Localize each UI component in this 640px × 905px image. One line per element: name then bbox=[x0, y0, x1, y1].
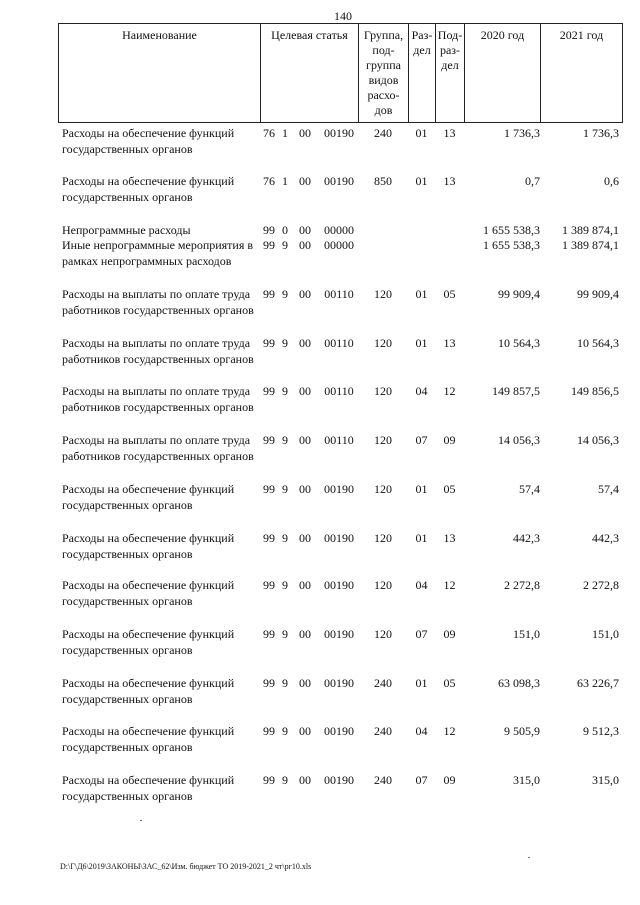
row-expense-group: 120 bbox=[374, 531, 392, 545]
row-target-main-event: 00 bbox=[299, 676, 311, 690]
row-expense-group: 120 bbox=[374, 482, 392, 496]
row-name: Расходы на обеспечение функций государственных органов bbox=[62, 724, 235, 754]
row-target-subprogram: 9 bbox=[282, 238, 288, 252]
row-target-main-event: 00 bbox=[299, 223, 311, 237]
row-target-main-event: 00 bbox=[299, 384, 311, 398]
row-target-subprogram: 9 bbox=[282, 676, 288, 690]
row-subsection: 12 bbox=[443, 578, 456, 592]
row-section: 04 bbox=[415, 384, 428, 398]
row-target-program: 76 bbox=[263, 174, 275, 188]
row-section: 07 bbox=[415, 433, 428, 447]
header-year-2021: 2021 год bbox=[559, 28, 604, 42]
row-value-2020: 442,3 bbox=[513, 531, 540, 545]
header-section bbox=[409, 24, 436, 122]
row-target-main-event: 00 bbox=[299, 287, 311, 301]
header-target-article: Целевая статья bbox=[261, 24, 359, 122]
row-section: 01 bbox=[415, 531, 428, 545]
row-target-direction: 00190 bbox=[324, 126, 354, 140]
row-value-2021: 0,6 bbox=[604, 174, 619, 188]
header-subsection-line: Под- bbox=[437, 28, 463, 42]
row-target-main-event: 00 bbox=[299, 174, 311, 188]
row-value-2021: 2 272,8 bbox=[583, 578, 619, 592]
row-section: 07 bbox=[415, 773, 428, 787]
row-target-subprogram: 9 bbox=[282, 773, 288, 787]
row-name: Расходы на обеспечение функций государственных органов bbox=[62, 174, 235, 204]
row-target-main-event: 00 bbox=[299, 126, 311, 140]
row-target-main-event: 00 bbox=[299, 433, 311, 447]
row-target-program: 99 bbox=[263, 578, 275, 592]
header-group-line: видов bbox=[368, 73, 399, 87]
row-target-program: 99 bbox=[263, 676, 275, 690]
row-section: 01 bbox=[415, 174, 428, 188]
row-value-2021: 315,0 bbox=[592, 773, 619, 787]
row-name: Расходы на выплаты по оплате труда работников государственных органов bbox=[62, 433, 254, 463]
row-subsection: 09 bbox=[443, 433, 456, 447]
row-target-subprogram: 0 bbox=[282, 223, 288, 237]
row-target-subprogram: 9 bbox=[282, 384, 288, 398]
row-expense-group: 120 bbox=[374, 287, 392, 301]
row-section: 01 bbox=[415, 287, 428, 301]
row-value-2021: 149 856,5 bbox=[571, 384, 619, 398]
row-value-2020: 315,0 bbox=[513, 773, 540, 787]
row-target-program: 99 bbox=[263, 384, 275, 398]
row-value-2020: 1 736,3 bbox=[504, 126, 540, 140]
header-subsection bbox=[436, 24, 465, 122]
row-section: 01 bbox=[415, 126, 428, 140]
header-group-line: Группа, bbox=[363, 28, 404, 42]
row-name: Расходы на обеспечение функций государственных органов bbox=[62, 627, 235, 657]
row-value-2020: 14 056,3 bbox=[498, 433, 540, 447]
header-subsection-line: раз- bbox=[439, 43, 461, 57]
row-value-2020: 0,7 bbox=[525, 174, 540, 188]
row-target-program: 99 bbox=[263, 287, 275, 301]
row-target-direction: 00190 bbox=[324, 627, 354, 641]
row-target-main-event: 00 bbox=[299, 482, 311, 496]
row-name: Расходы на обеспечение функций государственных органов bbox=[62, 531, 235, 561]
row-target-direction: 00190 bbox=[324, 482, 354, 496]
row-target-program: 99 bbox=[263, 627, 275, 641]
row-expense-group: 120 bbox=[374, 433, 392, 447]
row-target-main-event: 00 bbox=[299, 336, 311, 350]
row-target-main-event: 00 bbox=[299, 773, 311, 787]
row-target-direction: 00190 bbox=[324, 531, 354, 545]
row-section: 04 bbox=[415, 578, 428, 592]
row-name: Иные непрограммные мероприятия в рамках непрограммных расходов bbox=[62, 238, 254, 268]
row-target-direction: 00190 bbox=[324, 676, 354, 690]
row-section: 01 bbox=[415, 482, 428, 496]
row-value-2021: 63 226,7 bbox=[577, 676, 619, 690]
header-group-line: дов bbox=[374, 103, 393, 117]
row-name: Расходы на выплаты по оплате труда работников государственных органов bbox=[62, 287, 254, 317]
row-target-main-event: 00 bbox=[299, 578, 311, 592]
row-section: 07 bbox=[415, 627, 428, 641]
row-name: Расходы на обеспечение функций государственных органов bbox=[62, 126, 235, 156]
row-target-subprogram: 1 bbox=[282, 126, 288, 140]
row-value-2021: 14 056,3 bbox=[577, 433, 619, 447]
scan-speck bbox=[140, 820, 142, 821]
row-target-direction: 00000 bbox=[324, 238, 354, 252]
row-value-2020: 151,0 bbox=[513, 627, 540, 641]
row-value-2021: 10 564,3 bbox=[577, 336, 619, 350]
row-target-direction: 00190 bbox=[324, 724, 354, 738]
header-section-line: Раз- bbox=[411, 28, 433, 42]
file-path-footer: D:\Г\Д6\2019\ЗАКОНЫ\ЗАС_62\Изм. бюджет ТО 2019-2021_2 чт\рг10.xls bbox=[60, 862, 312, 871]
header-name: Наименование bbox=[59, 24, 261, 122]
row-expense-group: 850 bbox=[374, 174, 392, 188]
row-target-subprogram: 1 bbox=[282, 174, 288, 188]
table-header bbox=[58, 23, 623, 123]
row-section: 01 bbox=[415, 336, 428, 350]
row-value-2020: 1 655 538,3 bbox=[483, 238, 540, 252]
row-target-subprogram: 9 bbox=[282, 578, 288, 592]
row-value-2020: 9 505,9 bbox=[504, 724, 540, 738]
row-section: 04 bbox=[415, 724, 428, 738]
row-target-direction: 00190 bbox=[324, 174, 354, 188]
header-group-line: под- bbox=[372, 43, 395, 57]
row-target-subprogram: 9 bbox=[282, 287, 288, 301]
row-target-program: 99 bbox=[263, 773, 275, 787]
row-expense-group: 240 bbox=[374, 676, 392, 690]
header-group-line: группа bbox=[366, 58, 401, 72]
row-value-2020: 2 272,8 bbox=[504, 578, 540, 592]
header-group-line: расхо- bbox=[367, 88, 400, 102]
row-target-program: 99 bbox=[263, 433, 275, 447]
row-target-subprogram: 9 bbox=[282, 336, 288, 350]
row-subsection: 13 bbox=[443, 336, 456, 350]
row-value-2021: 9 512,3 bbox=[583, 724, 619, 738]
row-subsection: 13 bbox=[443, 174, 456, 188]
row-subsection: 05 bbox=[443, 482, 456, 496]
row-subsection: 09 bbox=[443, 627, 456, 641]
row-value-2020: 149 857,5 bbox=[492, 384, 540, 398]
row-target-program: 99 bbox=[263, 336, 275, 350]
row-subsection: 05 bbox=[443, 287, 456, 301]
row-target-subprogram: 9 bbox=[282, 724, 288, 738]
row-value-2020: 63 098,3 bbox=[498, 676, 540, 690]
header-expense-group bbox=[359, 24, 409, 122]
page-number: 140 bbox=[334, 9, 352, 23]
row-target-program: 99 bbox=[263, 238, 275, 252]
row-value-2020: 1 655 538,3 bbox=[483, 223, 540, 237]
row-value-2021: 1 736,3 bbox=[583, 126, 619, 140]
row-target-direction: 00110 bbox=[324, 287, 354, 301]
row-target-direction: 00110 bbox=[324, 336, 354, 350]
row-subsection: 05 bbox=[443, 676, 456, 690]
row-target-program: 99 bbox=[263, 482, 275, 496]
row-target-main-event: 00 bbox=[299, 724, 311, 738]
row-target-direction: 00000 bbox=[324, 223, 354, 237]
row-target-main-event: 00 bbox=[299, 238, 311, 252]
row-name: Непрограммные расходы bbox=[62, 223, 191, 237]
row-target-direction: 00190 bbox=[324, 578, 354, 592]
row-expense-group: 120 bbox=[374, 336, 392, 350]
header-subsection-line: дел bbox=[441, 58, 459, 72]
row-target-main-event: 00 bbox=[299, 531, 311, 545]
row-name: Расходы на выплаты по оплате труда работников государственных органов bbox=[62, 384, 254, 414]
row-value-2021: 99 909,4 bbox=[577, 287, 619, 301]
row-name: Расходы на обеспечение функций государственных органов bbox=[62, 773, 235, 803]
row-target-subprogram: 9 bbox=[282, 482, 288, 496]
row-subsection: 13 bbox=[443, 126, 456, 140]
row-name: Расходы на выплаты по оплате труда работников государственных органов bbox=[62, 336, 254, 366]
row-expense-group: 120 bbox=[374, 384, 392, 398]
row-value-2021: 151,0 bbox=[592, 627, 619, 641]
scan-speck bbox=[528, 857, 530, 858]
row-target-main-event: 00 bbox=[299, 627, 311, 641]
row-expense-group: 120 bbox=[374, 578, 392, 592]
row-name: Расходы на обеспечение функций государственных органов bbox=[62, 482, 235, 512]
row-subsection: 13 bbox=[443, 531, 456, 545]
row-target-subprogram: 9 bbox=[282, 627, 288, 641]
row-value-2021: 1 389 874,1 bbox=[562, 238, 619, 252]
header-year-2020: 2020 год bbox=[465, 24, 541, 122]
row-subsection: 12 bbox=[443, 384, 456, 398]
row-name: Расходы на обеспечение функций государственных органов bbox=[62, 578, 235, 608]
row-target-program: 99 bbox=[263, 531, 275, 545]
row-target-program: 99 bbox=[263, 223, 275, 237]
row-subsection: 12 bbox=[443, 724, 456, 738]
row-target-subprogram: 9 bbox=[282, 531, 288, 545]
row-target-program: 99 bbox=[263, 724, 275, 738]
row-expense-group: 240 bbox=[374, 773, 392, 787]
row-expense-group: 240 bbox=[374, 126, 392, 140]
header-section-line: дел bbox=[413, 43, 431, 57]
row-name: Расходы на обеспечение функций государственных органов bbox=[62, 676, 235, 706]
row-target-direction: 00110 bbox=[324, 433, 354, 447]
row-target-subprogram: 9 bbox=[282, 433, 288, 447]
row-subsection: 09 bbox=[443, 773, 456, 787]
row-value-2021: 442,3 bbox=[592, 531, 619, 545]
row-target-direction: 00110 bbox=[324, 384, 354, 398]
row-value-2021: 1 389 874,1 bbox=[562, 223, 619, 237]
row-section: 01 bbox=[415, 676, 428, 690]
row-target-direction: 00190 bbox=[324, 773, 354, 787]
row-value-2021: 57,4 bbox=[598, 482, 619, 496]
row-value-2020: 99 909,4 bbox=[498, 287, 540, 301]
row-expense-group: 240 bbox=[374, 724, 392, 738]
row-value-2020: 57,4 bbox=[519, 482, 540, 496]
row-expense-group: 120 bbox=[374, 627, 392, 641]
row-target-program: 76 bbox=[263, 126, 275, 140]
row-value-2020: 10 564,3 bbox=[498, 336, 540, 350]
